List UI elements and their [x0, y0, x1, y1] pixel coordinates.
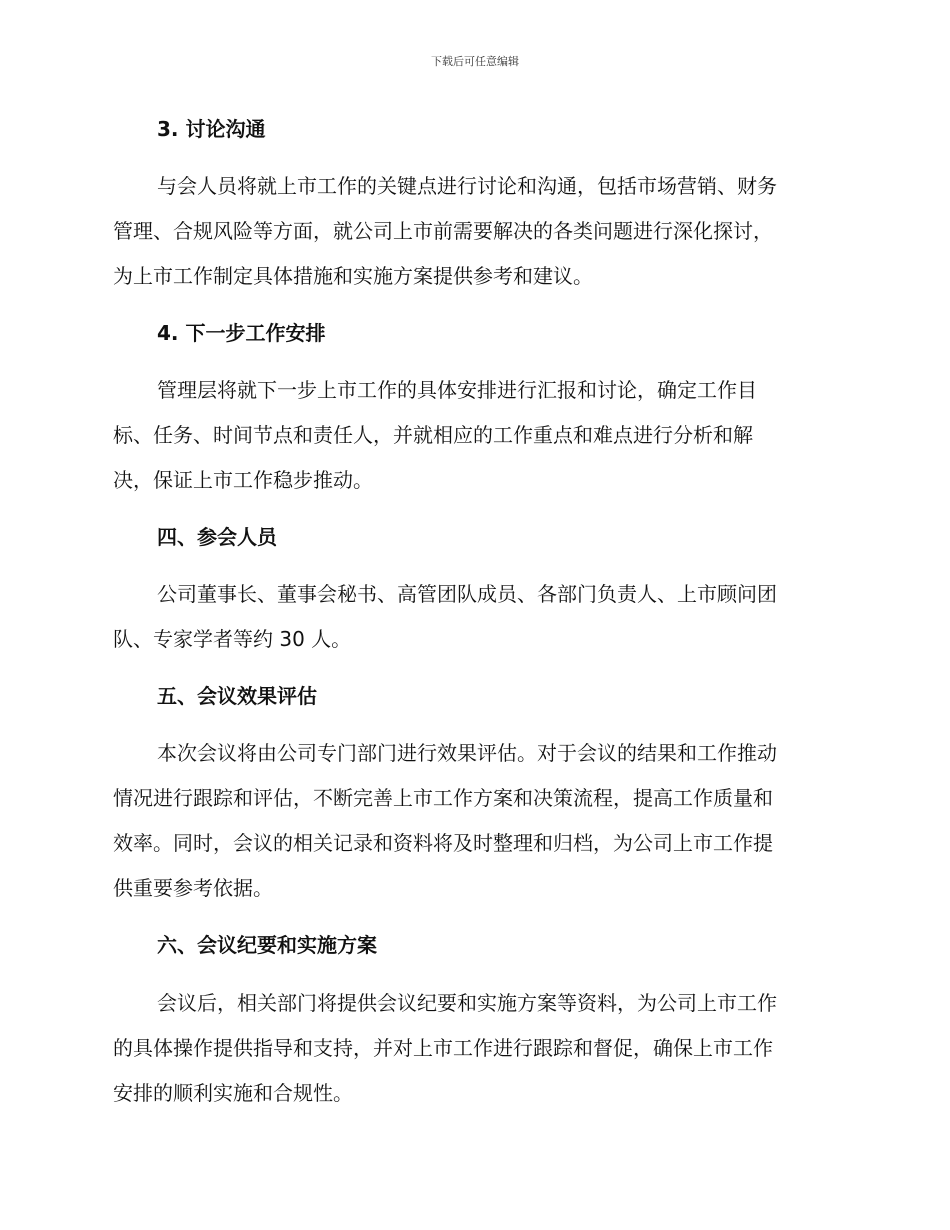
header-note: 下载后可任意编辑: [431, 55, 519, 68]
section-heading: 五、会议效果评估: [157, 684, 317, 708]
paragraph-line: 效率。同时，会议的相关记录和资料将及时整理和归档，为公司上市工作提: [113, 831, 773, 855]
paragraph-line: 管理层将就下一步上市工作的具体安排进行汇报和讨论，确定工作目: [157, 378, 757, 402]
paragraph-line: 供重要参考依据。: [113, 876, 273, 900]
paragraph-line: 的具体操作提供指导和支持，并对上市工作进行跟踪和督促，确保上市工作: [113, 1036, 773, 1060]
paragraph-line: 队、专家学者等约 30 人。: [113, 627, 352, 651]
paragraph-line: 管理、合规风险等方面，就公司上市前需要解决的各类问题进行深化探讨，: [113, 219, 773, 243]
paragraph-line: 安排的顺利实施和合规性。: [113, 1081, 353, 1105]
paragraph-line: 决，保证上市工作稳步推动。: [113, 468, 373, 492]
section-heading: 4. 下一步工作安排: [157, 321, 326, 345]
paragraph-line: 本次会议将由公司专门部门进行效果评估。对于会议的结果和工作推动: [157, 741, 777, 765]
section-heading: 四、参会人员: [157, 525, 277, 549]
paragraph-line: 会议后，相关部门将提供会议纪要和实施方案等资料，为公司上市工作: [157, 991, 777, 1015]
section-heading: 3. 讨论沟通: [157, 117, 266, 141]
paragraph-line: 标、任务、时间节点和责任人，并就相应的工作重点和难点进行分析和解: [113, 423, 753, 447]
section-heading: 六、会议纪要和实施方案: [157, 933, 377, 957]
paragraph-line: 与会人员将就上市工作的关键点进行讨论和沟通，包括市场营销、财务: [157, 174, 777, 198]
paragraph-line: 情况进行跟踪和评估，不断完善上市工作方案和决策流程，提高工作质量和: [113, 786, 773, 810]
paragraph-line: 为上市工作制定具体措施和实施方案提供参考和建议。: [113, 264, 593, 288]
paragraph-line: 公司董事长、董事会秘书、高管团队成员、各部门负责人、上市顾问团: [157, 582, 777, 606]
